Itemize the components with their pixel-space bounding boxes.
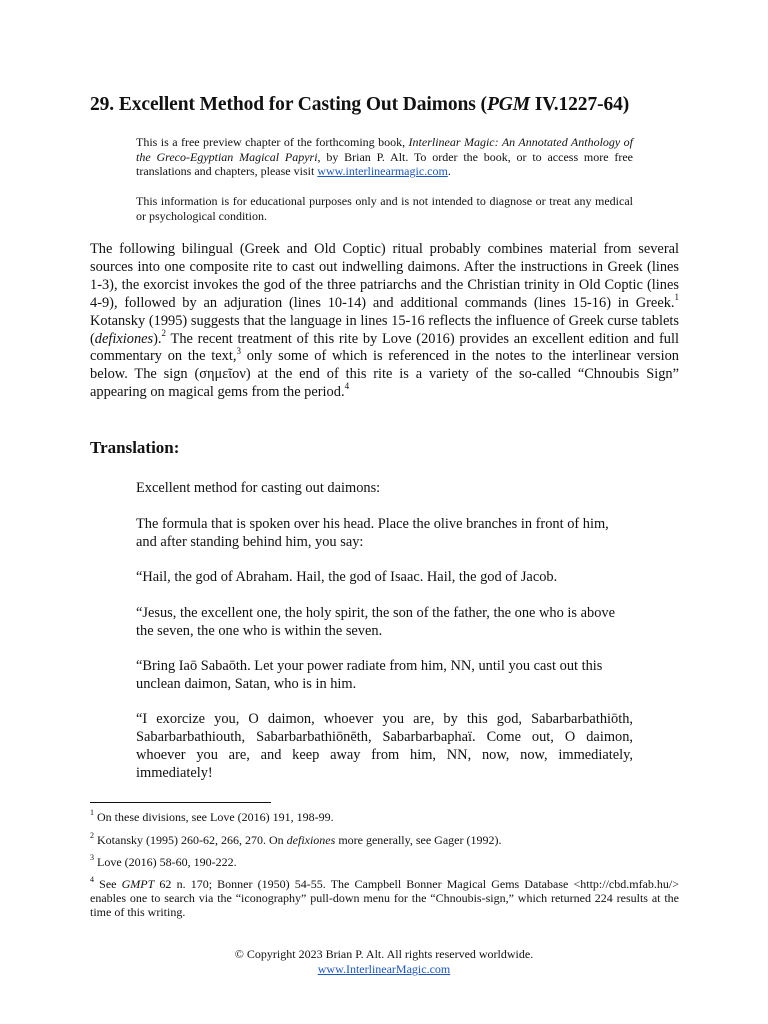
translation-paragraph: “Hail, the god of Abraham. Hail, the god of Isaac. Hail, the god of Jacob.	[136, 569, 558, 585]
footnote-4: $^4$ See GMPT 62 n. 170; Bonner (1950) 54-55. The Campbell Bonner Magical Gems Database <http://cbd.mfab.hu/> enables one to search via the “iconography” pull-down menu for the “Chnoubis-sign,” which returned 224 results at the time of this writing.	[90, 875, 679, 919]
translation-paragraph: “Bring Iaō Sabaōth. Let your power radiate from him, NN, until you cast out this unclean daimon, Satan, who is in him.	[136, 658, 603, 692]
disclaimer: This information is for educational purposes only and is not intended to diagnose or treat any medical or psychological condition.	[136, 194, 633, 223]
footnote-ref-2[interactable]: 2	[161, 327, 167, 338]
footer-website-link[interactable]: www.InterlinearMagic.com	[317, 962, 451, 976]
translation-paragraph: “I exorcize you, O daimon, whoever you are, by this god, Sabarbarbathiōth, Sabarbarbathiouth, Sabarbarbathiōnēth, Sabarbarbaphaï. Come out, O daimon, whoever you are, and keep away from him, NN, now, now, immediately, immediately!	[136, 711, 633, 781]
footnote-3: $^3$ Love (2016) 58-60, 190-222.	[90, 853, 237, 869]
translation-heading: Translation:	[90, 438, 180, 457]
title-italic: PGM	[486, 94, 530, 115]
footnote-ref-4[interactable]: 4	[344, 381, 350, 392]
website-link[interactable]: www.interlinearmagic.com	[317, 164, 448, 178]
translation-paragraph: “Jesus, the excellent one, the holy spirit, the son of the father, the one who is above the seven, the one who is within the seven.	[136, 605, 615, 639]
translation-paragraph: Excellent method for casting out daimons:	[136, 480, 381, 496]
intro-paragraph: The following bilingual (Greek and Old Coptic) ritual probably combines material from several sources into one composite rite to cast out indwelling daimons. After the instructions in Greek (lines 1-3), the exorcist invokes the god of the three patriarchs and the Christian trinity in Old Coptic (lines 4-9), followed by an adjuration (lines 10-14) and additional commands (lines 15-16) in Greek.$^1$ Kotansky (1995) suggests that the language in lines 15-16 reflects the influence of Greek curse tablets (defixiones).$^2$ The recent treatment of this rite by Love (2016) provides an excellent edition and full commentary on the text,$^3$ only some of which is referenced in the notes to the interlinear version below. The sign (σημεῖον) at the end of this rite is a variety of the so-called “Chnoubis Sign” appearing on magical gems from the period.$^4$	[90, 241, 679, 401]
preview-note: This is a free preview chapter of the forthcoming book, Interlinear Magic: An Annotated Anthology of the Greco-Egyptian Magical Papyri, by Brian P. Alt. To order the book, or to access more free translations and chapters, please visit www.interlinearmagic.com.	[136, 135, 633, 178]
book-title: Interlinear Magic: An Annotated Anthology of the Greco-Egyptian Magical Papyri	[136, 135, 633, 164]
copyright-footer	[0, 947, 768, 977]
footnote-separator	[90, 802, 271, 803]
footnote-1: $^1$ On these divisions, see Love (2016) 191, 198-99.	[90, 808, 334, 824]
chapter-title	[90, 94, 629, 116]
translation-paragraph: The formula that is spoken over his head. Place the olive branches in front of him, and after standing behind him, you say:	[136, 516, 609, 550]
title-tail: IV.1227-64)	[530, 94, 630, 115]
footnote-ref-1[interactable]: 1	[674, 291, 679, 302]
footnote-2: $^2$ Kotansky (1995) 260-62, 266, 270. On defixiones more generally, see Gager (1992).	[90, 831, 502, 847]
title-text: 29. Excellent Method for Casting Out Daimons (	[90, 94, 487, 115]
footnote-ref-3[interactable]: 3	[236, 345, 241, 356]
copyright-text: © Copyright 2023 Brian P. Alt. All rights reserved worldwide.	[234, 947, 534, 961]
